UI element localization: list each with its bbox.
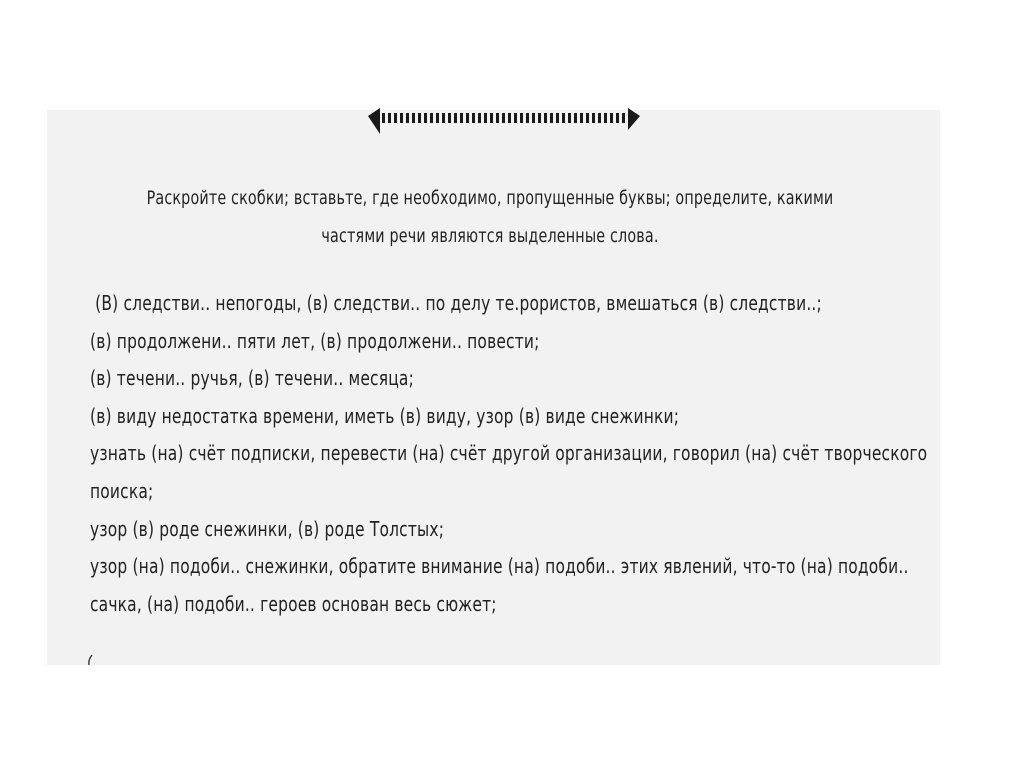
exercise-line: поиска; — [90, 478, 154, 503]
dotted-divider-ornament — [366, 106, 642, 134]
exercise-line: сачка, (на) подоби.. героев основан весь сюжет; — [90, 591, 497, 616]
exercise-line: узнать (на) счёт подписки, перевести (на) счёт другой организации, говорил (на) счёт творческого — [90, 441, 928, 466]
exercise-line: узор (на) подоби.. снежинки, обратите внимание (на) подоби.. этих явлений, что-то (на) подоби.. — [90, 554, 909, 579]
exercise-lines — [90, 285, 928, 623]
exercise-line: (в) течени.. ручья, (в) течени.. месяца; — [90, 366, 414, 391]
exercise-line: узор (в) роде снежинки, (в) роде Толстых; — [90, 516, 445, 541]
stray-pen-mark — [86, 654, 94, 666]
exercise-line: (в) виду недостатка времени, иметь (в) виду, узор (в) виде снежинки; — [90, 403, 680, 428]
exercise-instruction: Раскройте скобки; вставьте, где необходимо, пропущенные буквы; определите, какими частями речи являются выделенные слова. — [146, 188, 834, 247]
exercise-line: (в) продолжени.. пяти лет, (в) продолжени.. повести; — [90, 328, 540, 353]
exercise-line: (В) следстви.. непогоды, (в) следстви.. по делу те.рористов, вмешаться (в) следстви..; — [95, 291, 822, 315]
